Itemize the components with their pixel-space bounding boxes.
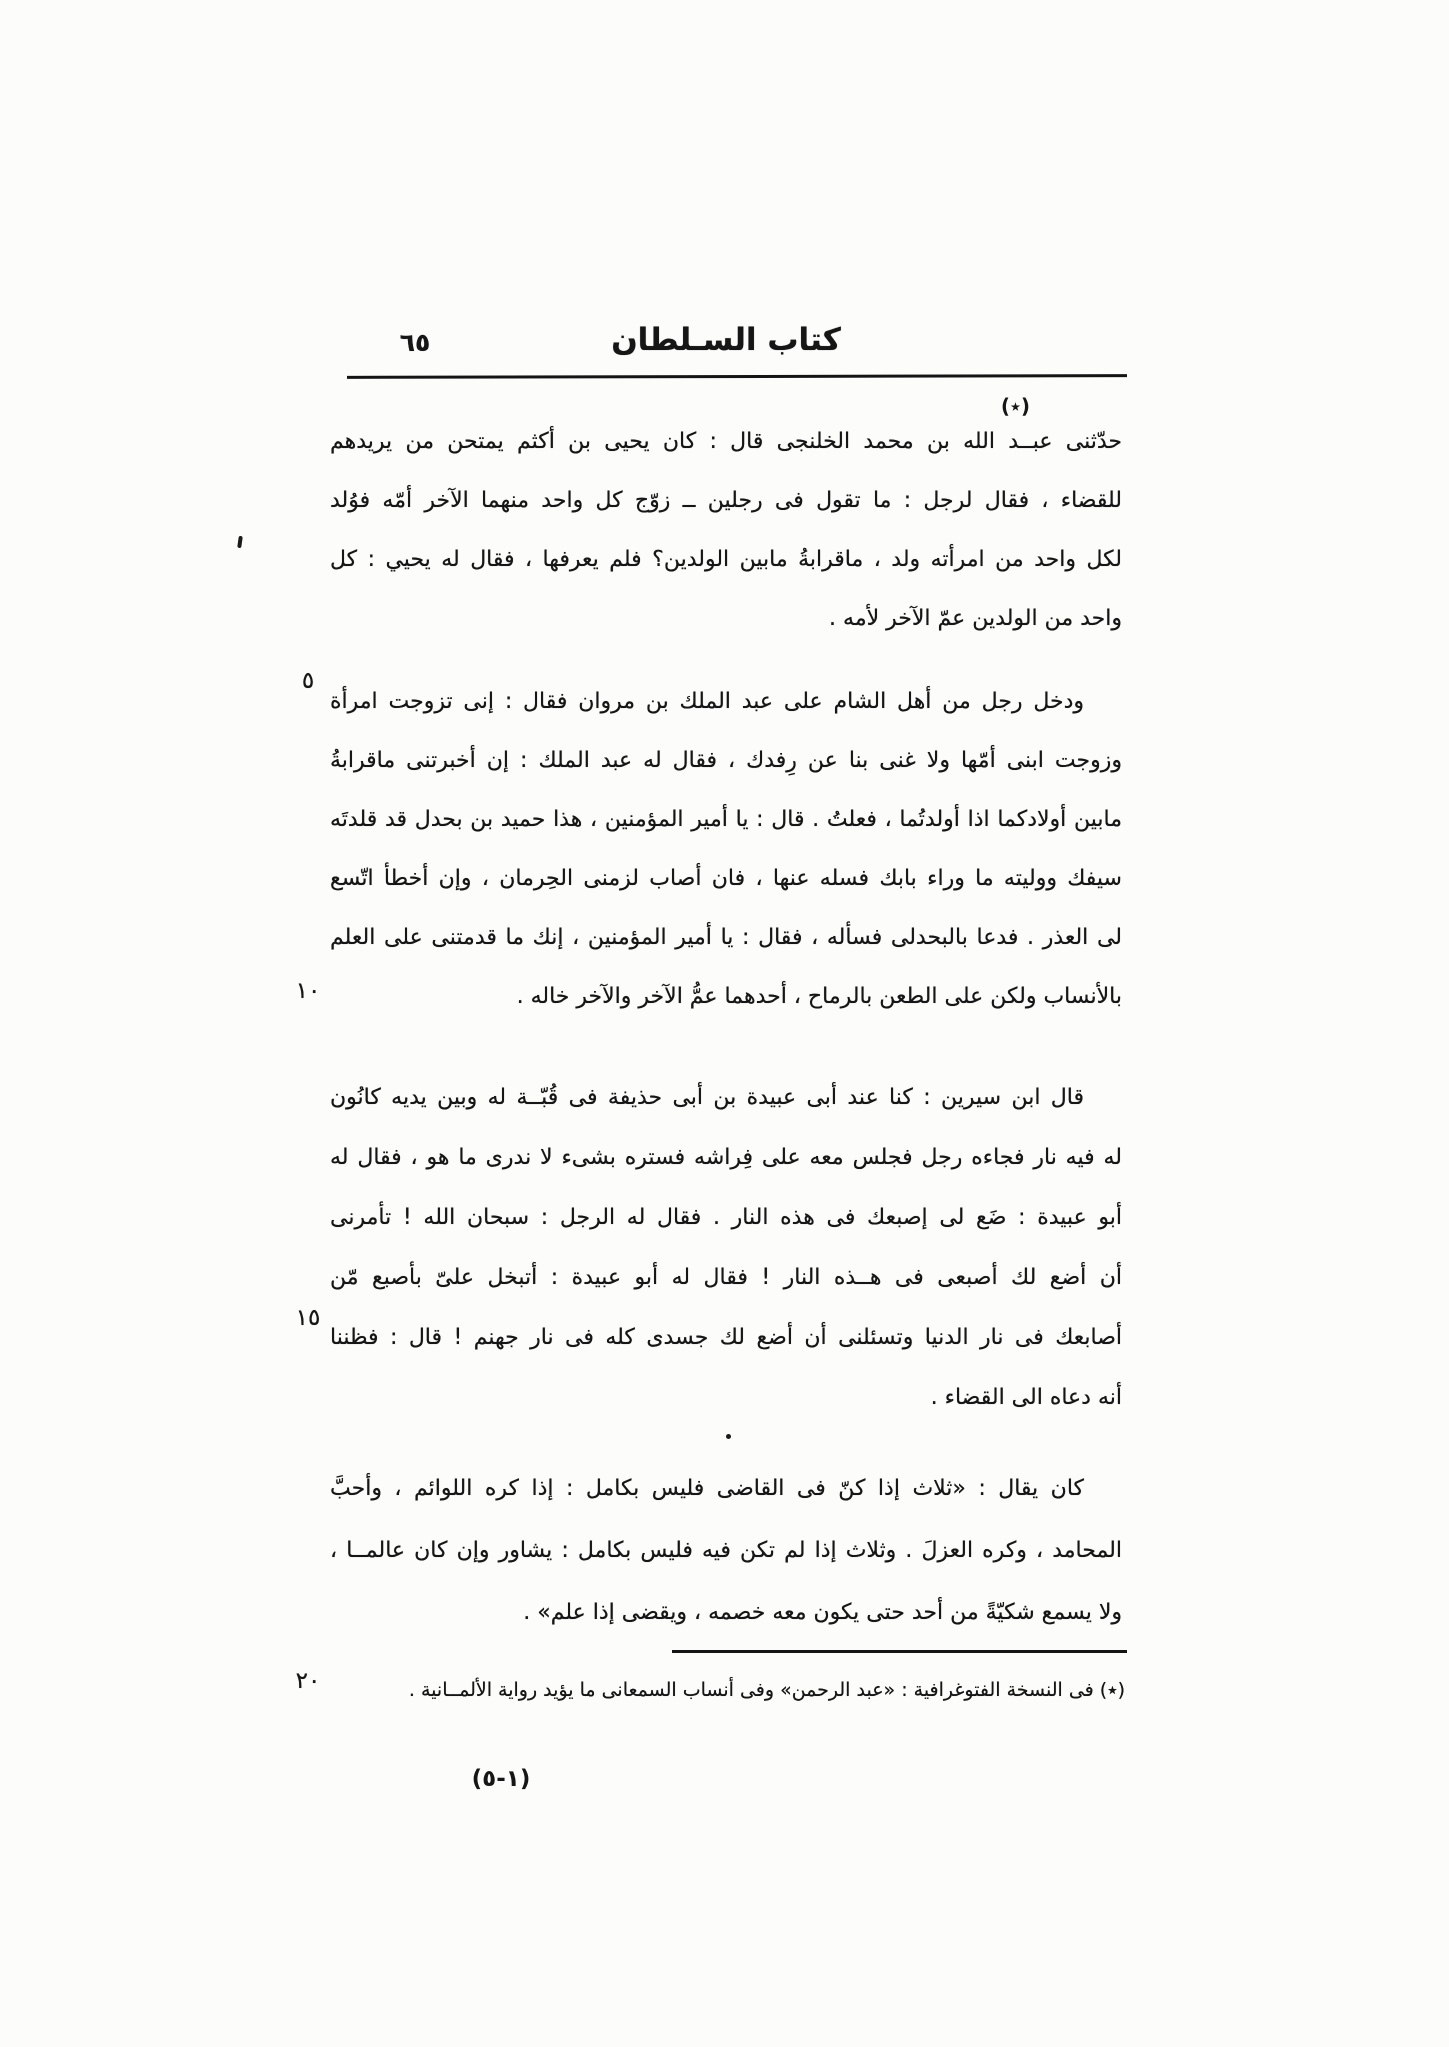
text-line: كان يقال : «ثلاث إذا كنّ فى القاضى فليس بكامل : إذا كره اللوائم ، وأحبَّ [330, 1476, 1084, 1501]
text-line: للقضاء ، فقال لرجل : ما تقول فى رجلين ــ زوّج كل واحد منهما الآخر أمّه فوُلد [330, 488, 1122, 513]
text-line: وزوجت ابنى أمّها ولا غنى بنا عن رِفدك ، فقال له عبد الملك : إن أخبرتنى ماقرابةُ [330, 748, 1122, 773]
text-line: أن أضع لك أصبعى فى هــذه النار ! فقال له أبو عبيدة : أتبخل علىّ بأصبع مّن [330, 1265, 1122, 1290]
scan-speck [726, 1434, 731, 1439]
text-line: سيفك ووليته ما وراء بابك فسله عنها ، فان أصاب لزمنى الحِرمان ، وإن أخطأ اتّسع [330, 866, 1122, 891]
margin-line-number-20: ٢٠ [295, 1668, 321, 1694]
body-paragraph-3 [330, 1068, 1122, 1428]
footnote-text: (٭) فى النسخة الفتوغرافية : «عبد الرحمن» وفى أنساب السمعانى ما يؤيد رواية الألمــانية . [408, 1679, 1125, 1701]
body-paragraph-1 [330, 412, 1122, 648]
text-line: واحد من الولدين عمّ الآخر لأمه . [829, 606, 1122, 631]
text-line: أبو عبيدة : ضَع لى إصبعك فى هذه النار . فقال له الرجل : سبحان الله ! تأمرنى [330, 1205, 1122, 1230]
page-number: ٦٥ [399, 328, 431, 357]
text-line: قال ابن سيرين : كنا عند أبى عبيدة بن أبى حذيفة فى قُبّــة له وبين يديه كانُون [330, 1085, 1084, 1110]
margin-line-number-15: ١٥ [295, 1305, 321, 1331]
text-line: المحامد ، وكره العزلَ . وثلاث إذا لم تكن فيه فليس بكامل : يشاور وإن كان عالمــا ، [330, 1538, 1122, 1563]
header-rule [347, 374, 1127, 379]
text-line: له فيه نار فجاءه رجل فجلس معه على فِراشه فستره بشىء لا ندرى ما هو ، فقال له [330, 1145, 1122, 1170]
footnote-reference-marker: (٭) [1000, 394, 1030, 418]
text-line: حدّثنى عبــد الله بن محمد الخلنجى قال : كان يحيى بن أكثم يمتحن من يريدهم [330, 429, 1122, 454]
quire-signature: (١-٥) [471, 1766, 531, 1792]
text-line: ودخل رجل من أهل الشام على عبد الملك بن مروان فقال : إنى تزوجت امرأة [330, 689, 1084, 714]
text-line: أنه دعاه الى القضاء . [930, 1385, 1122, 1410]
text-line: ولا يسمع شكيّةً من أحد حتى يكون معه خصمه ، ويقضى إذا علم» . [523, 1600, 1122, 1625]
text-line: لى العذر . فدعا بالبحدلى فسأله ، فقال : يا أمير المؤمنين ، إنك ما قدمتنى على العلم [330, 925, 1122, 950]
text-line: مابين أولادكما اذا أولدتُما ، فعلتُ . قال : يا أمير المؤمنين ، هذا حميد بن بحدل قد قلدتَه [330, 807, 1122, 832]
text-line: لكل واحد من امرأته ولد ، ماقرابةُ مابين الولدين؟ فلم يعرفها ، فقال له يحيي : كل [330, 547, 1122, 572]
margin-line-number-5: ٥ [301, 668, 315, 694]
body-paragraph-2 [330, 672, 1122, 1026]
scan-speck [237, 536, 243, 548]
book-title: كتاب السـلطان [611, 322, 841, 358]
footnote-separator-rule [672, 1650, 1127, 1653]
body-paragraph-4 [330, 1458, 1122, 1644]
text-line: بالأنساب ولكن على الطعن بالرماح ، أحدهما عمُّ الآخر والآخر خاله . [516, 984, 1122, 1009]
text-line: أصابعك فى نار الدنيا وتسئلنى أن أضع لك جسدى كله فى نار جهنم ! قال : فظننا [330, 1325, 1122, 1350]
margin-line-number-10: ١٠ [295, 978, 321, 1004]
